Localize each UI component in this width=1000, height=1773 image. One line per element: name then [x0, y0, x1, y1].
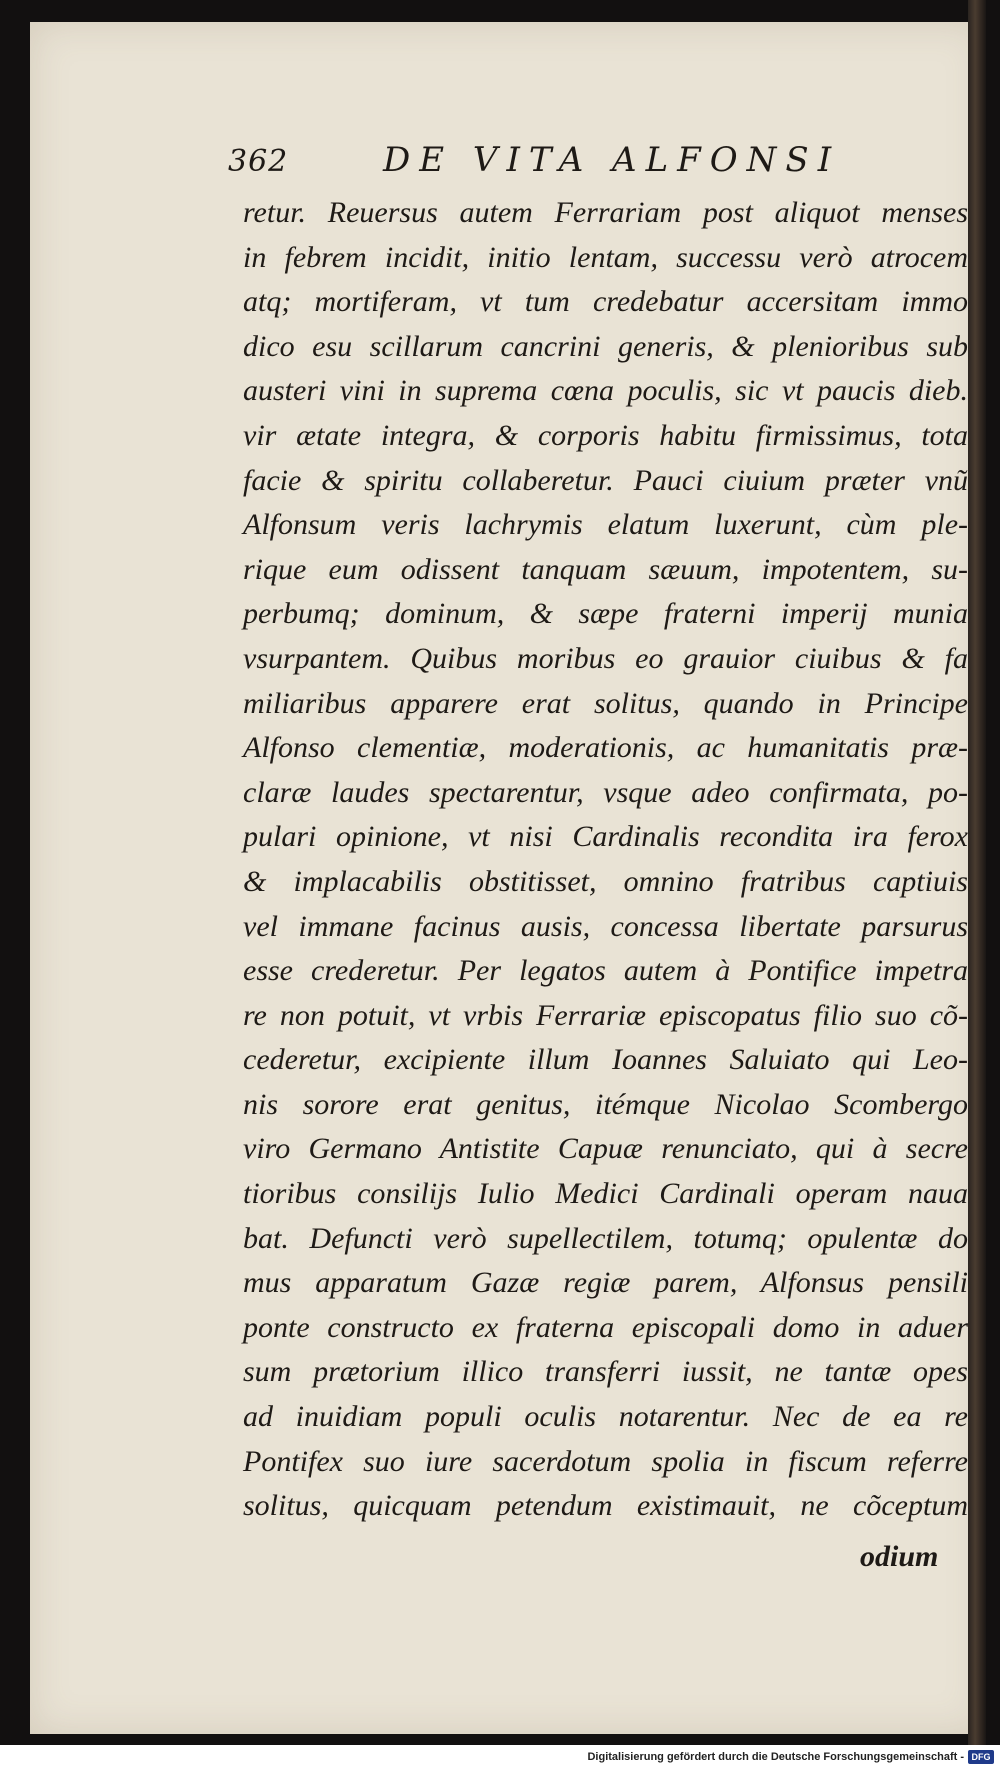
text-line: Alfonso clementiæ, moderationis, ac humanitatis præ-: [243, 731, 968, 765]
text-line: austeri vini in suprema cœna poculis, sic vt paucis dieb.: [243, 374, 968, 408]
text-line: miliaribus apparere erat solitus, quando in Principe: [243, 686, 968, 720]
text-line: re non potuit, vt vrbis Ferrariæ episcopatus filio suo cõ-: [243, 998, 968, 1032]
text-line: mus apparatum Gazæ regiæ parem, Alfonsus pensili: [243, 1266, 968, 1300]
digitization-footer: [0, 1745, 1000, 1773]
text-line: esse crederetur. Per legatos autem à Pontifice impetra: [243, 954, 968, 988]
text-line: pulari opinione, vt nisi Cardinalis recondita ira ferox: [243, 820, 968, 854]
text-line: Pontifex suo iure sacerdotum spolia in fiscum referre: [243, 1444, 968, 1478]
page-header: [228, 140, 928, 190]
text-line: bat. Defuncti verò supellectilem, totumq; opulentæ do: [243, 1221, 968, 1255]
text-line: dico esu scillarum cancrini generis, & plenioribus sub: [243, 329, 968, 363]
text-line: cederetur, excipiente illum Ioannes Saluiato qui Leo-: [243, 1043, 968, 1077]
text-line: facie & spiritu collaberetur. Pauci ciuium præter vnũ: [243, 463, 968, 497]
running-title: DE VITA ALFONSI: [383, 140, 841, 180]
text-line: & implacabilis obstitisset, omnino fratribus captiuis: [243, 864, 968, 898]
text-line: tioribus consilijs Iulio Medici Cardinali operam naua: [243, 1177, 968, 1211]
text-line: ad inuidiam populi oculis notarentur. Nec de ea re: [243, 1400, 968, 1434]
text-line: vel immane facinus ausis, concessa libertate parsurus: [243, 909, 968, 943]
text-line: vir ætate integra, & corporis habitu firmissimus, tota: [243, 418, 968, 452]
text-line: solitus, quicquam petendum existimauit, ne cõceptum: [243, 1489, 968, 1523]
page-number: 362: [228, 144, 289, 179]
page-edge: [968, 0, 986, 1745]
text-line: viro Germano Antistite Capuæ renunciato, qui à secre: [243, 1132, 968, 1166]
body-text: [243, 191, 968, 1529]
text-line: ponte constructo ex fraterna episcopali domo in aduer: [243, 1310, 968, 1344]
text-line: Alfonsum veris lachrymis elatum luxerunt, cùm ple-: [243, 508, 968, 542]
text-line: perbumq; dominum, & sæpe fraterni imperij munia: [243, 597, 968, 631]
dfg-logo: DFG: [968, 1750, 994, 1764]
catchword: odium: [860, 1540, 939, 1573]
footer-credit: Digitalisierung gefördert durch die Deutsche Forschungsgemeinschaft -: [587, 1751, 964, 1763]
text-line: atq; mortiferam, vt tum credebatur accersitam immo: [243, 285, 968, 319]
text-line: claræ laudes spectarentur, vsque adeo confirmata, po-: [243, 775, 968, 809]
text-line: vsurpantem. Quibus moribus eo grauior ciuibus & fa: [243, 641, 968, 675]
text-line: nis sorore erat genitus, itémque Nicolao Scombergo: [243, 1087, 968, 1121]
text-line: sum prætorium illico transferri iussit, ne tantæ opes: [243, 1355, 968, 1389]
text-line: rique eum odissent tanquam sæuum, impotentem, su-: [243, 552, 968, 586]
text-line: retur. Reuersus autem Ferrariam post aliquot menses: [243, 196, 968, 229]
text-line: in febrem incidit, initio lentam, successu verò atrocem: [243, 240, 968, 274]
